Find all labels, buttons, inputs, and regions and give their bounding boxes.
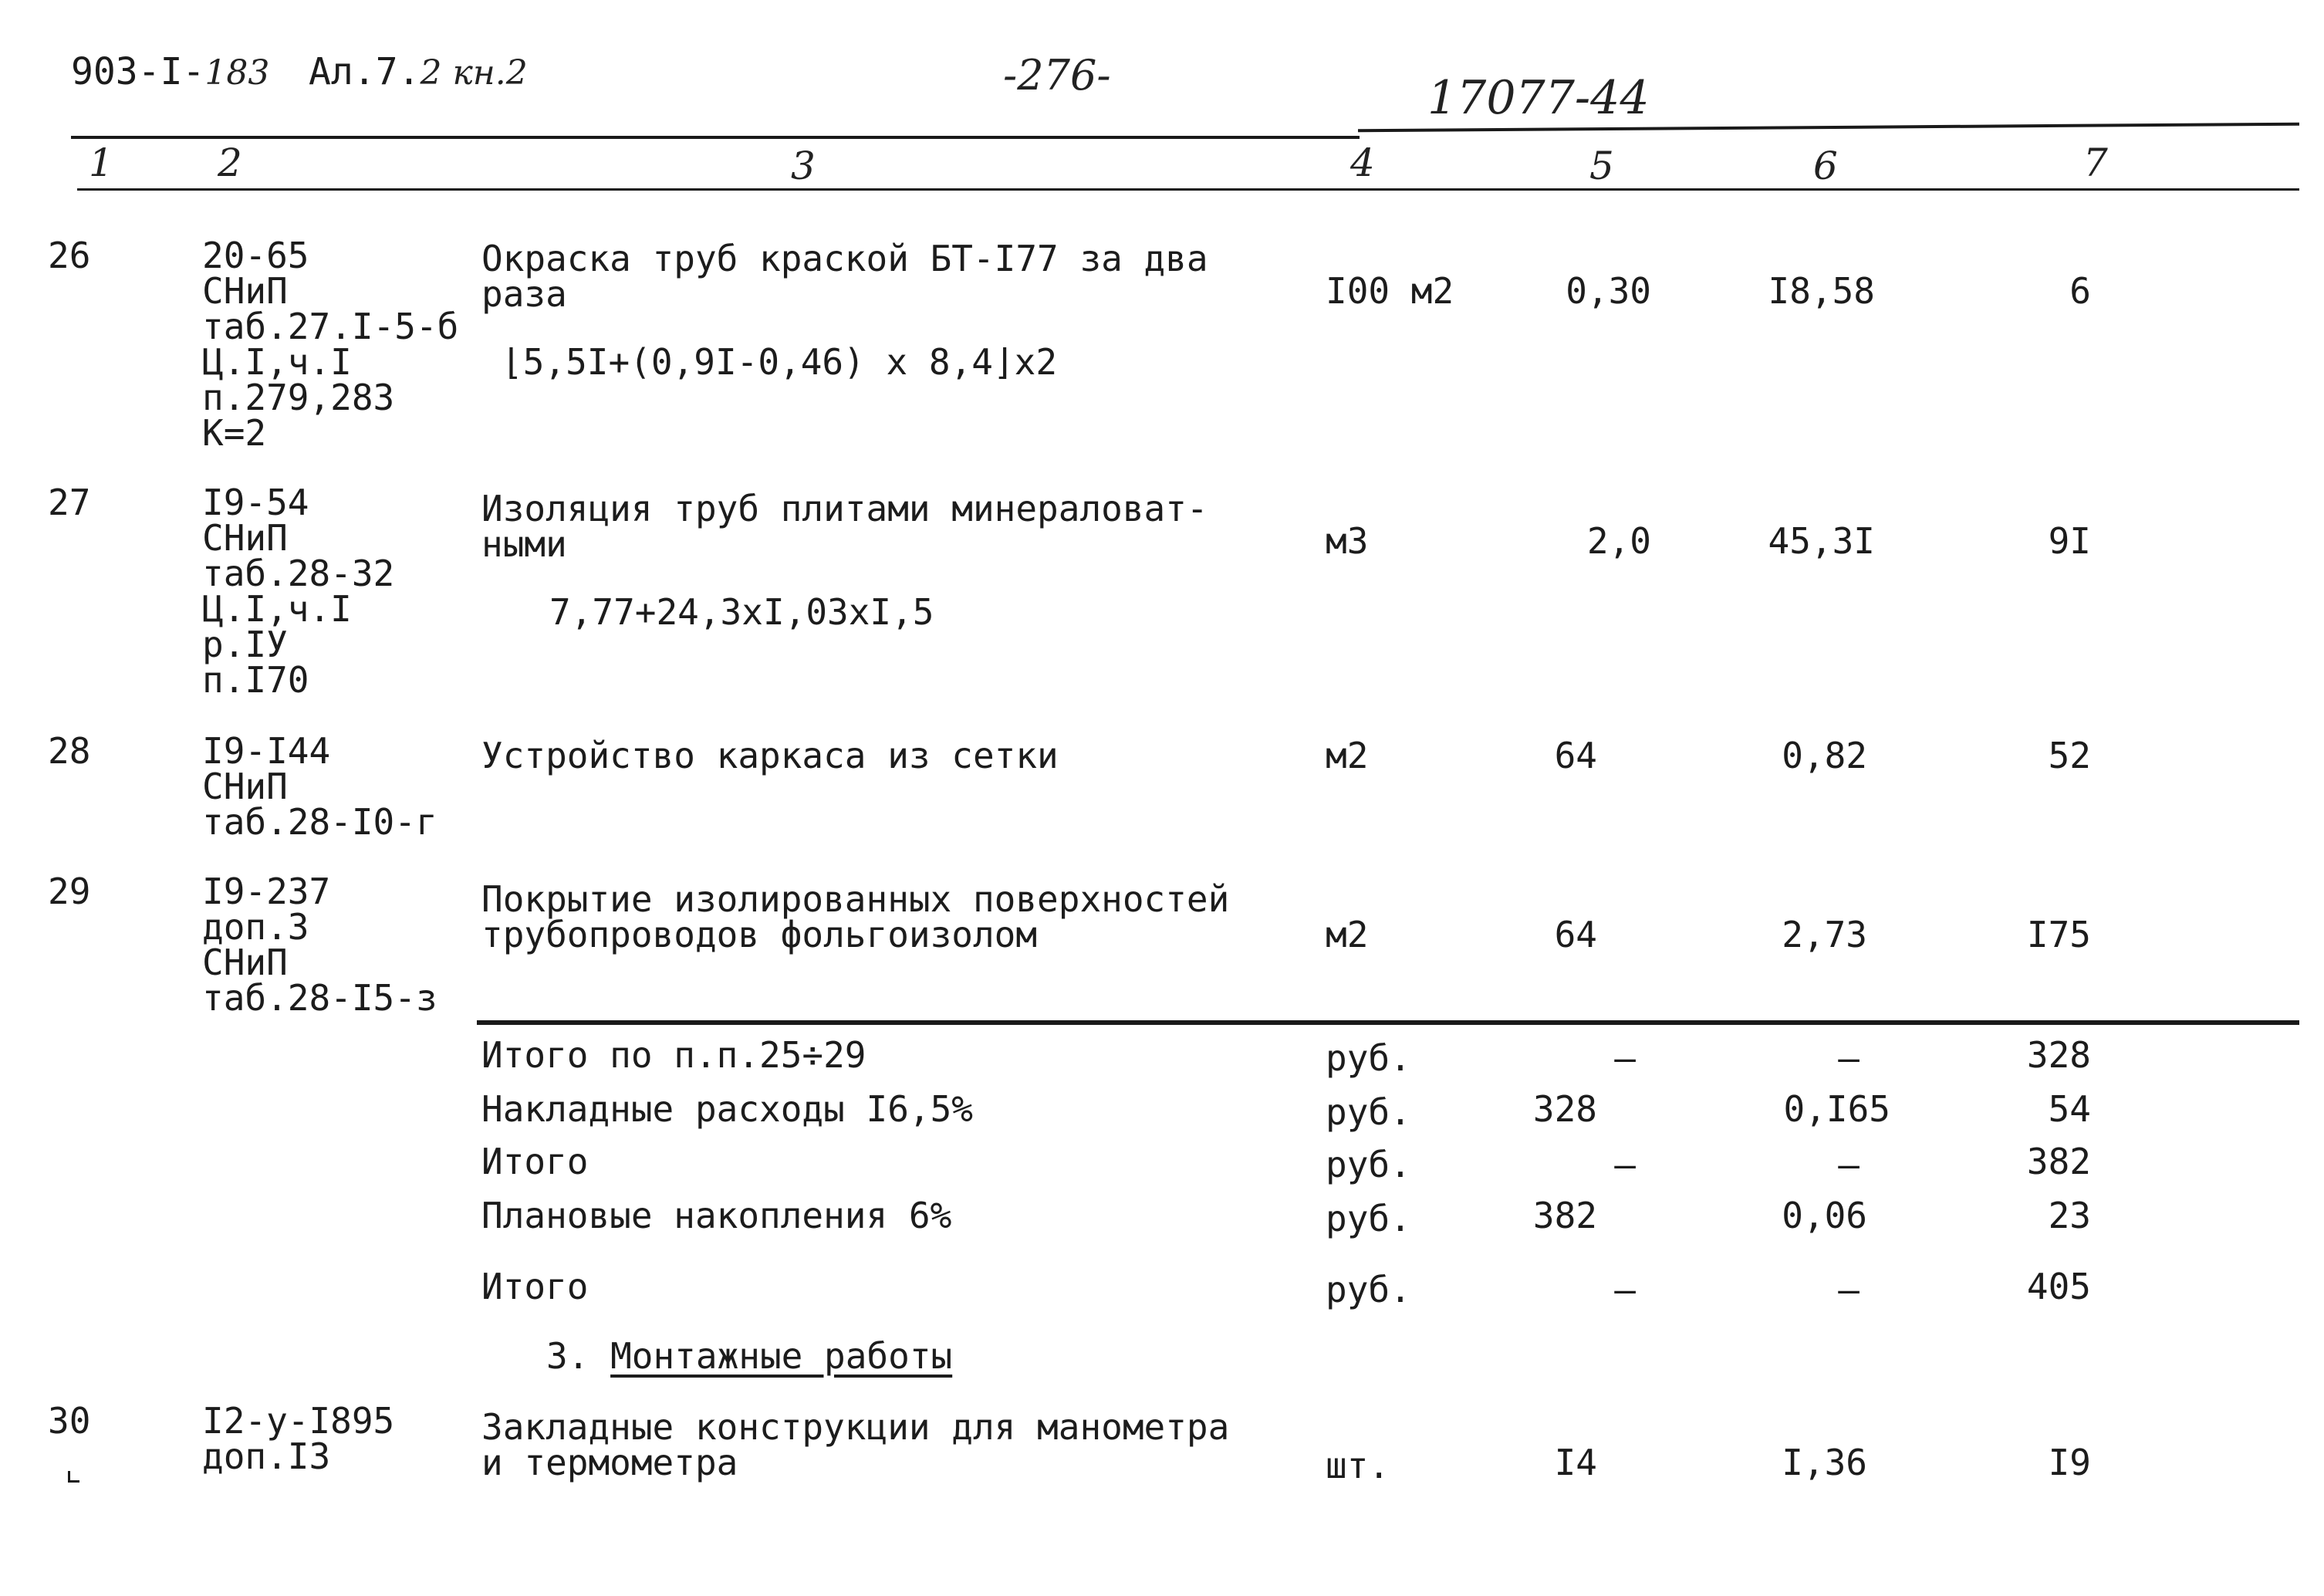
row-27-total: 9I (2048, 520, 2091, 562)
reference-line: СНиП (202, 270, 288, 312)
row-29-reference (202, 871, 437, 1019)
row-30-description (481, 1406, 1230, 1483)
overhead-price: 0,I65 (1783, 1088, 1890, 1130)
row-30-quantity: I4 (1554, 1442, 1597, 1483)
row-27-number: 27 (48, 482, 91, 523)
row-26-description (481, 238, 1208, 315)
totals-quantity: – (1614, 1037, 1636, 1079)
grand-total-unit: руб. (1326, 1269, 1411, 1310)
planned-savings-quantity: 382 (1532, 1195, 1597, 1236)
subtotal-total: 382 (2026, 1141, 2091, 1182)
reference-line: таб.28-I5-з (202, 977, 437, 1019)
row-30-reference (202, 1400, 395, 1477)
reference-line: п.279,283 (202, 377, 395, 418)
column-header-7: 7 (2083, 140, 2108, 185)
grand-total-quantity: – (1614, 1269, 1636, 1310)
column-header-2: 2 (218, 140, 242, 185)
section-number: 3. (546, 1335, 589, 1377)
row-27-formula: 7,77+24,3xI,03xI,5 (549, 591, 934, 633)
row-27-quantity: 2,0 (1586, 520, 1651, 562)
overhead-quantity: 328 (1532, 1088, 1597, 1130)
reference-line: Ц.I,ч.I (202, 341, 352, 383)
description-line: ными (481, 523, 567, 565)
row-26-reference (202, 235, 459, 454)
reference-line: доп.3 (202, 906, 309, 948)
album-reference (309, 50, 528, 93)
subtotal-label: Итого (481, 1141, 589, 1182)
reference-line: СНиП (202, 766, 288, 807)
row-29-price: 2,73 (1782, 914, 1867, 955)
row-27-description (481, 488, 1208, 565)
row-30-number: 30 (48, 1400, 91, 1442)
row-27-unit: м3 (1326, 520, 1369, 562)
header-top-rule-left (71, 136, 1360, 139)
row-26-price: I8,58 (1768, 270, 1875, 312)
description-line: Окраска труб краской БТ-I77 за два (481, 238, 1208, 279)
reference-line: п.I70 (202, 659, 309, 701)
planned-savings-price: 0,06 (1782, 1195, 1867, 1236)
totals-unit: руб. (1326, 1037, 1411, 1079)
section-heading (546, 1335, 953, 1377)
album-reference-handwritten: 2 кн.2 (420, 53, 528, 93)
column-header-6: 6 (1813, 144, 1838, 188)
row-28-description (481, 735, 1059, 776)
totals-rule (477, 1020, 2299, 1025)
reference-line: таб.27.I-5-б (202, 306, 459, 347)
row-28-price: 0,82 (1782, 735, 1867, 776)
planned-savings-total: 23 (2048, 1195, 2091, 1236)
totals-total: 328 (2026, 1034, 2091, 1076)
totals-label: Итого по п.п.25÷29 (481, 1034, 866, 1076)
row-30-unit: шт. (1326, 1445, 1390, 1486)
reference-line: р.IУ (202, 624, 288, 665)
page-number: -276- (1003, 51, 1111, 100)
grand-total-label: Итого (481, 1266, 589, 1307)
row-28-quantity: 64 (1554, 735, 1597, 776)
row-28-reference (202, 730, 437, 843)
subtotal-quantity: – (1614, 1144, 1636, 1185)
reference-line: 20-65 (202, 235, 309, 276)
album-reference-typed: Ал.7. (309, 50, 421, 93)
planned-savings-label: Плановые накопления 6% (481, 1195, 952, 1236)
row-26-formula: ⌊5,5I+(0,9I-0,46) x 8,4⌋x2 (502, 341, 1058, 383)
row-29-description (481, 878, 1230, 955)
document-code-handwritten: 183 (204, 53, 270, 93)
row-26-total: 6 (2069, 270, 2091, 312)
row-28-number: 28 (48, 730, 91, 772)
row-28-unit: м2 (1326, 735, 1369, 776)
reference-line: таб.28-32 (202, 553, 395, 594)
overhead-total: 54 (2048, 1088, 2091, 1130)
grand-total-total: 405 (2026, 1266, 2091, 1307)
reference-line: I2-у-I895 (202, 1400, 395, 1442)
project-number: 17077-44 (1427, 71, 1650, 125)
row-29-quantity: 64 (1554, 914, 1597, 955)
document-code (71, 50, 270, 93)
subtotal-price: – (1838, 1144, 1860, 1185)
section-title: Монтажные работы (610, 1335, 953, 1377)
row-26-quantity: 0,30 (1566, 270, 1651, 312)
description-line: Изоляция труб плитами минераловат- (481, 488, 1208, 529)
column-header-5: 5 (1589, 144, 1614, 188)
row-27-price: 45,3I (1768, 520, 1875, 562)
row-29-unit: м2 (1326, 914, 1369, 955)
totals-price: – (1838, 1037, 1860, 1079)
row-30-price: I,36 (1782, 1442, 1867, 1483)
row-26-unit: I00 м2 (1326, 270, 1454, 312)
reference-line: I9-237 (202, 871, 331, 912)
reference-line: таб.28-I0-г (202, 801, 437, 843)
reference-line: СНиП (202, 517, 288, 559)
reference-line: доп.I3 (202, 1435, 331, 1477)
reference-line: I9-I44 (202, 730, 331, 772)
subtotal-unit: руб. (1326, 1144, 1411, 1185)
column-header-1: 1 (89, 140, 113, 185)
reference-line: К=2 (202, 412, 267, 454)
grand-total-price: – (1838, 1269, 1860, 1310)
row-30-total: I9 (2048, 1442, 2091, 1483)
reference-line: СНиП (202, 942, 288, 983)
row-26-number: 26 (48, 235, 91, 276)
description-line: и термометра (481, 1442, 738, 1483)
column-header-rule (77, 188, 2299, 191)
description-line: Закладные конструкции для манометра (481, 1406, 1230, 1448)
overhead-unit: руб. (1326, 1091, 1411, 1133)
description-line: Покрытие изолированных поверхностей (481, 878, 1230, 920)
description-line: трубопроводов фольгоизолом (481, 914, 1038, 955)
column-header-4: 4 (1350, 140, 1375, 185)
row-27-reference (202, 482, 395, 701)
row-29-total: I75 (2026, 914, 2091, 955)
row-29-number: 29 (48, 871, 91, 912)
corner-mark (68, 1471, 79, 1483)
overhead-label: Накладные расходы I6,5% (481, 1088, 973, 1130)
row-28-total: 52 (2048, 735, 2091, 776)
column-header-3: 3 (791, 144, 816, 188)
reference-line: I9-54 (202, 482, 309, 523)
planned-savings-unit: руб. (1326, 1198, 1411, 1239)
reference-line: Ц.I,ч.I (202, 588, 352, 630)
description-line: раза (481, 273, 567, 315)
document-code-typed: 903-I- (71, 50, 205, 93)
description-line: Устройство каркаса из сетки (481, 735, 1059, 776)
